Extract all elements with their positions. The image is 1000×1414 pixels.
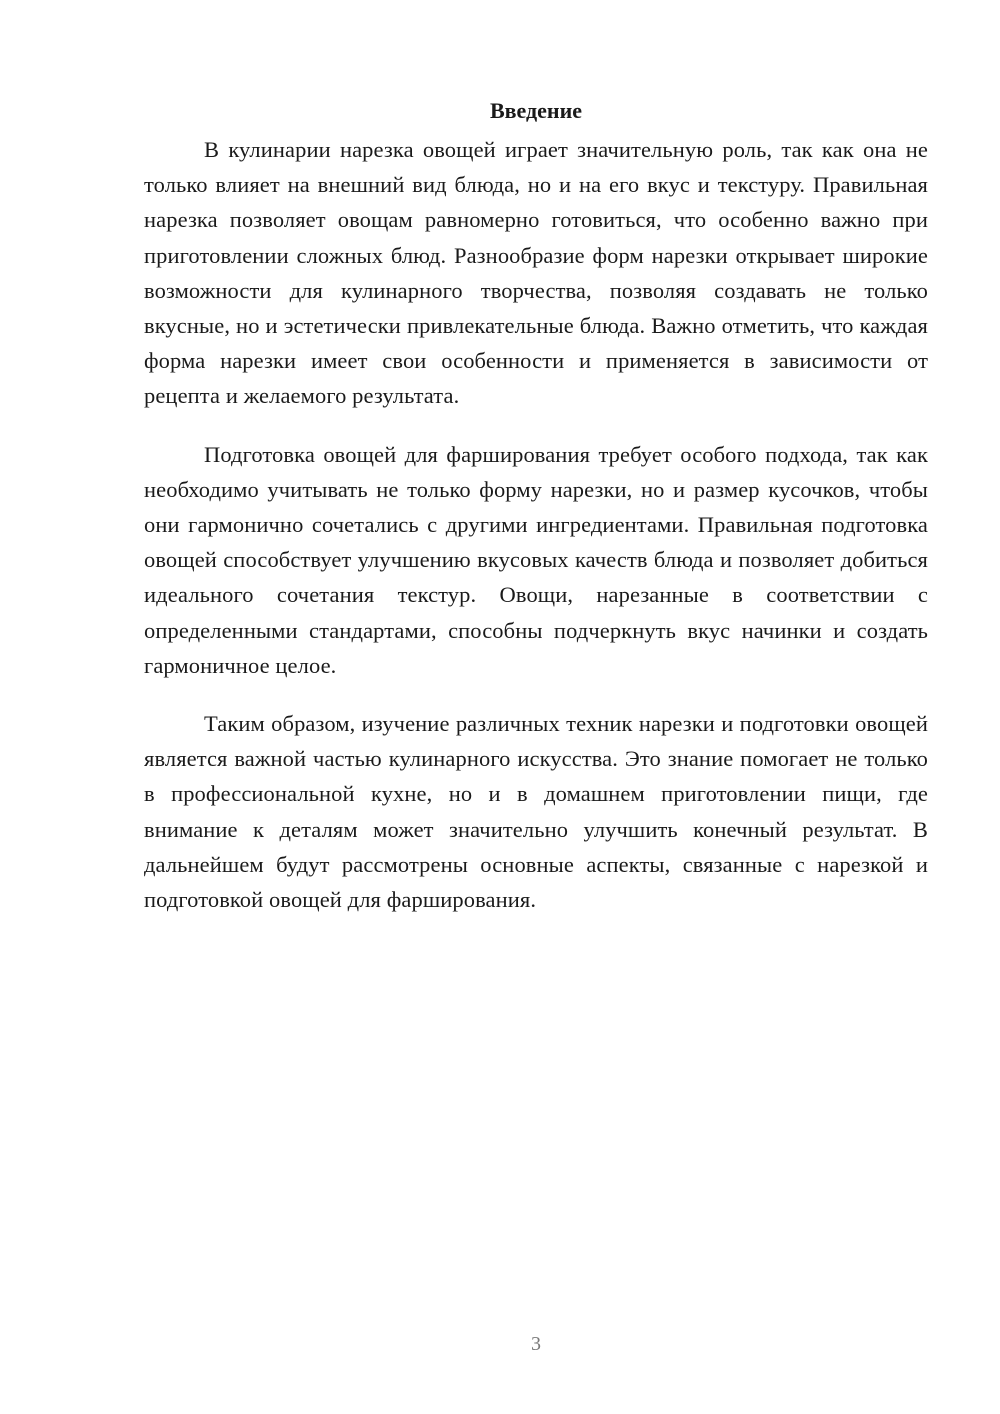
paragraph-2: Подготовка овощей для фарширования требует особого подхода, так как необходимо учитывать не только форму нарезки, но и размер кусочков, чтобы они гармонично сочетались с другими ингредиентами. Правильная подготовка овощей способствует улучшению вкусовых качеств блюда и позволяет добиться идеального сочетания текстур. Овощи, нарезанные в соответствии с определенными стандартами, способны подчеркнуть вкус начинки и создать гармоничное целое. bbox=[144, 441, 928, 678]
page-content bbox=[144, 96, 928, 940]
paragraph-3: Таким образом, изучение различных техник нарезки и подготовки овощей является важной частью кулинарного искусства. Это знание помогает не только в профессиональной кухне, но и в домашнем приготовлении пищи, где внимание к деталям может значительно улучшить конечный результат. В дальнейшем будут рассмотрены основные аспекты, связанные с нарезкой и подготовкой овощей для фарширования. bbox=[144, 711, 928, 913]
section-heading: Введение bbox=[489, 98, 583, 123]
paragraph-1: В кулинарии нарезка овощей играет значительную роль, так как она не только влияет на внешний вид блюда, но и на его вкус и текстуру. Правильная нарезка позволяет овощам равномерно готовиться, что особенно важно при приготовлении сложных блюд. Разнообразие форм нарезки открывает широкие возможности для кулинарного творчества, позволяя создавать не только вкусные, но и эстетически привлекательные блюда. Важно отметить, что каждая форма нарезки имеет свои особенности и применяется в зависимости от рецепта и желаемого результата. bbox=[144, 137, 928, 409]
page-number: 3 bbox=[531, 1333, 541, 1355]
